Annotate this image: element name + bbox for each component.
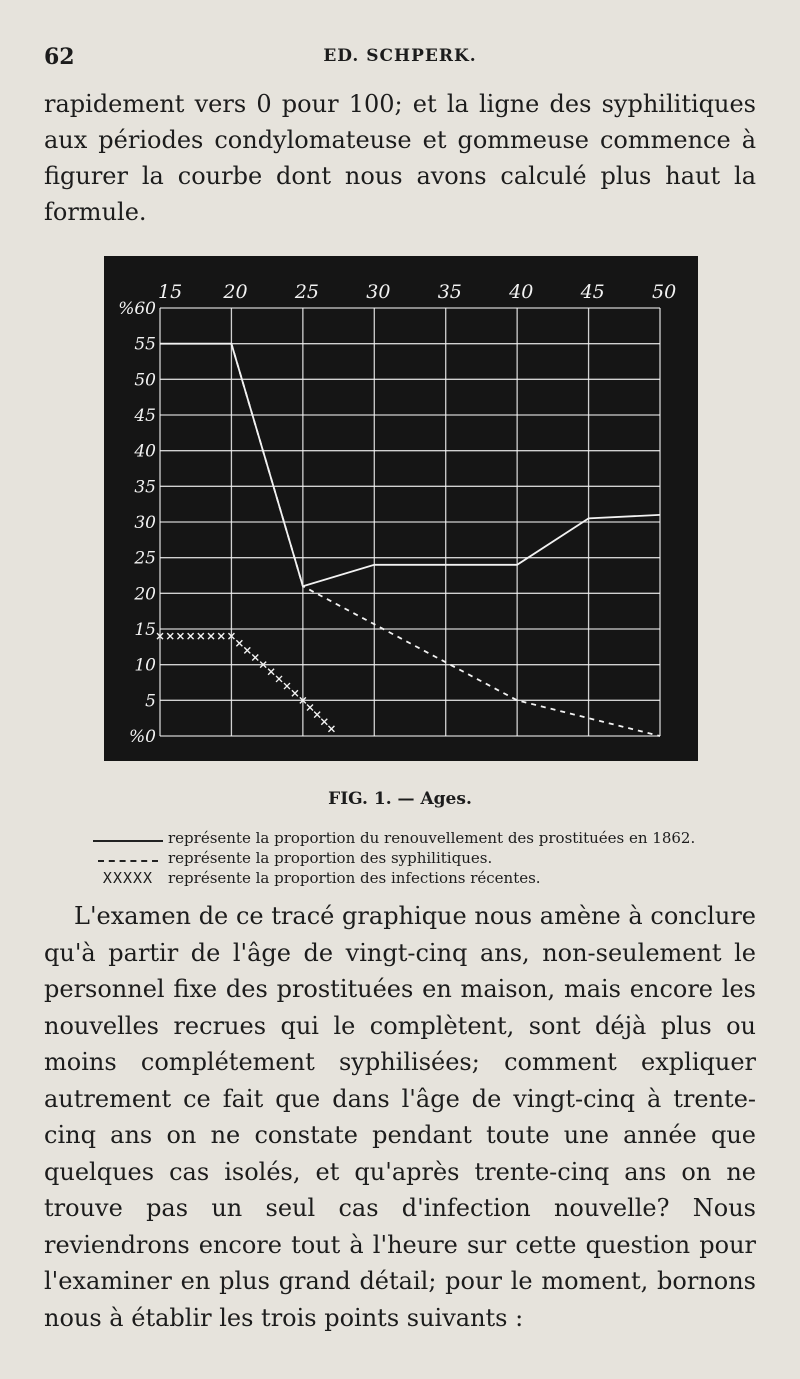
y-tick-label: 25 xyxy=(134,548,156,569)
y-tick-label: 15 xyxy=(134,620,156,640)
y-tick-label: 5 xyxy=(145,691,156,712)
legend-text-dashed: représente la proportion des syphilitiques. xyxy=(168,849,493,867)
chart-background xyxy=(104,256,698,761)
x-tick-label: 45 xyxy=(580,281,605,303)
figure-legend xyxy=(88,828,768,888)
legend-row-dashed xyxy=(88,848,768,868)
y-tick-label: %60 xyxy=(118,299,156,319)
figure-caption: FIG. 1. — Ages. xyxy=(328,789,472,809)
page-header xyxy=(44,44,756,74)
y-tick-label: 35 xyxy=(134,477,156,498)
legend-key-dashed xyxy=(88,848,168,868)
y-tick-label: 20 xyxy=(134,584,156,605)
x-tick-label: 15 xyxy=(158,281,183,303)
legend-row-solid xyxy=(88,828,768,848)
y-tick-label: %0 xyxy=(129,727,156,747)
y-tick-label: 50 xyxy=(134,370,156,391)
paragraph-top: rapidement vers 0 pour 100; et la ligne des syphilitiques aux périodes condylomateuse et gommeuse commence à figurer la courbe dont nous avons calculé plus haut la formule. xyxy=(44,90,756,226)
legend-text-solid: représente la proportion du renouvellement des prostituées en 1862. xyxy=(168,829,696,847)
y-tick-label: 55 xyxy=(134,334,156,355)
legend-key-crosses: XXXXX xyxy=(102,869,154,887)
x-tick-label: 35 xyxy=(437,281,462,303)
legend-text-crosses: représente la proportion des infections récentes. xyxy=(168,869,541,887)
figure-chart xyxy=(104,256,698,761)
legend-row-crosses xyxy=(88,868,768,888)
legend-key-solid xyxy=(88,828,168,848)
x-tick-label: 30 xyxy=(366,281,391,303)
x-tick-label: 50 xyxy=(652,281,677,303)
x-tick-label: 40 xyxy=(509,281,534,303)
y-tick-label: 30 xyxy=(134,513,156,533)
running-head: ED. SCHPERK. xyxy=(323,46,477,66)
y-tick-label: 10 xyxy=(134,655,156,676)
age-chart xyxy=(104,256,698,761)
page-number: 62 xyxy=(44,44,75,70)
x-tick-label: 20 xyxy=(223,281,248,303)
x-tick-label: 25 xyxy=(294,281,320,303)
y-tick-label: 40 xyxy=(134,441,156,462)
y-tick-label: 45 xyxy=(134,406,156,426)
paragraph-bottom: L'examen de ce tracé graphique nous amène à conclure qu'à partir de l'âge de vingt-cinq ans, non-seulement le personnel fixe des prostituées en maison, mais encore les nouvelles recrues qui le complètent, sont déjà plus ou moins complétement syphilisées; comment expliquer autrement ce fait que dans l'âge de vingt-cinq à trente-cinq ans on ne constate pendant toute une année que quelques cas isolés, et qu'après trente-cinq ans on ne trouve pas un seul cas d'infection nouvelle? Nous reviendrons encore tout à l'heure sur cette question pour l'examiner en plus grand détail; pour le moment, bornons nous à établir les trois points suivants : xyxy=(44,902,756,1332)
